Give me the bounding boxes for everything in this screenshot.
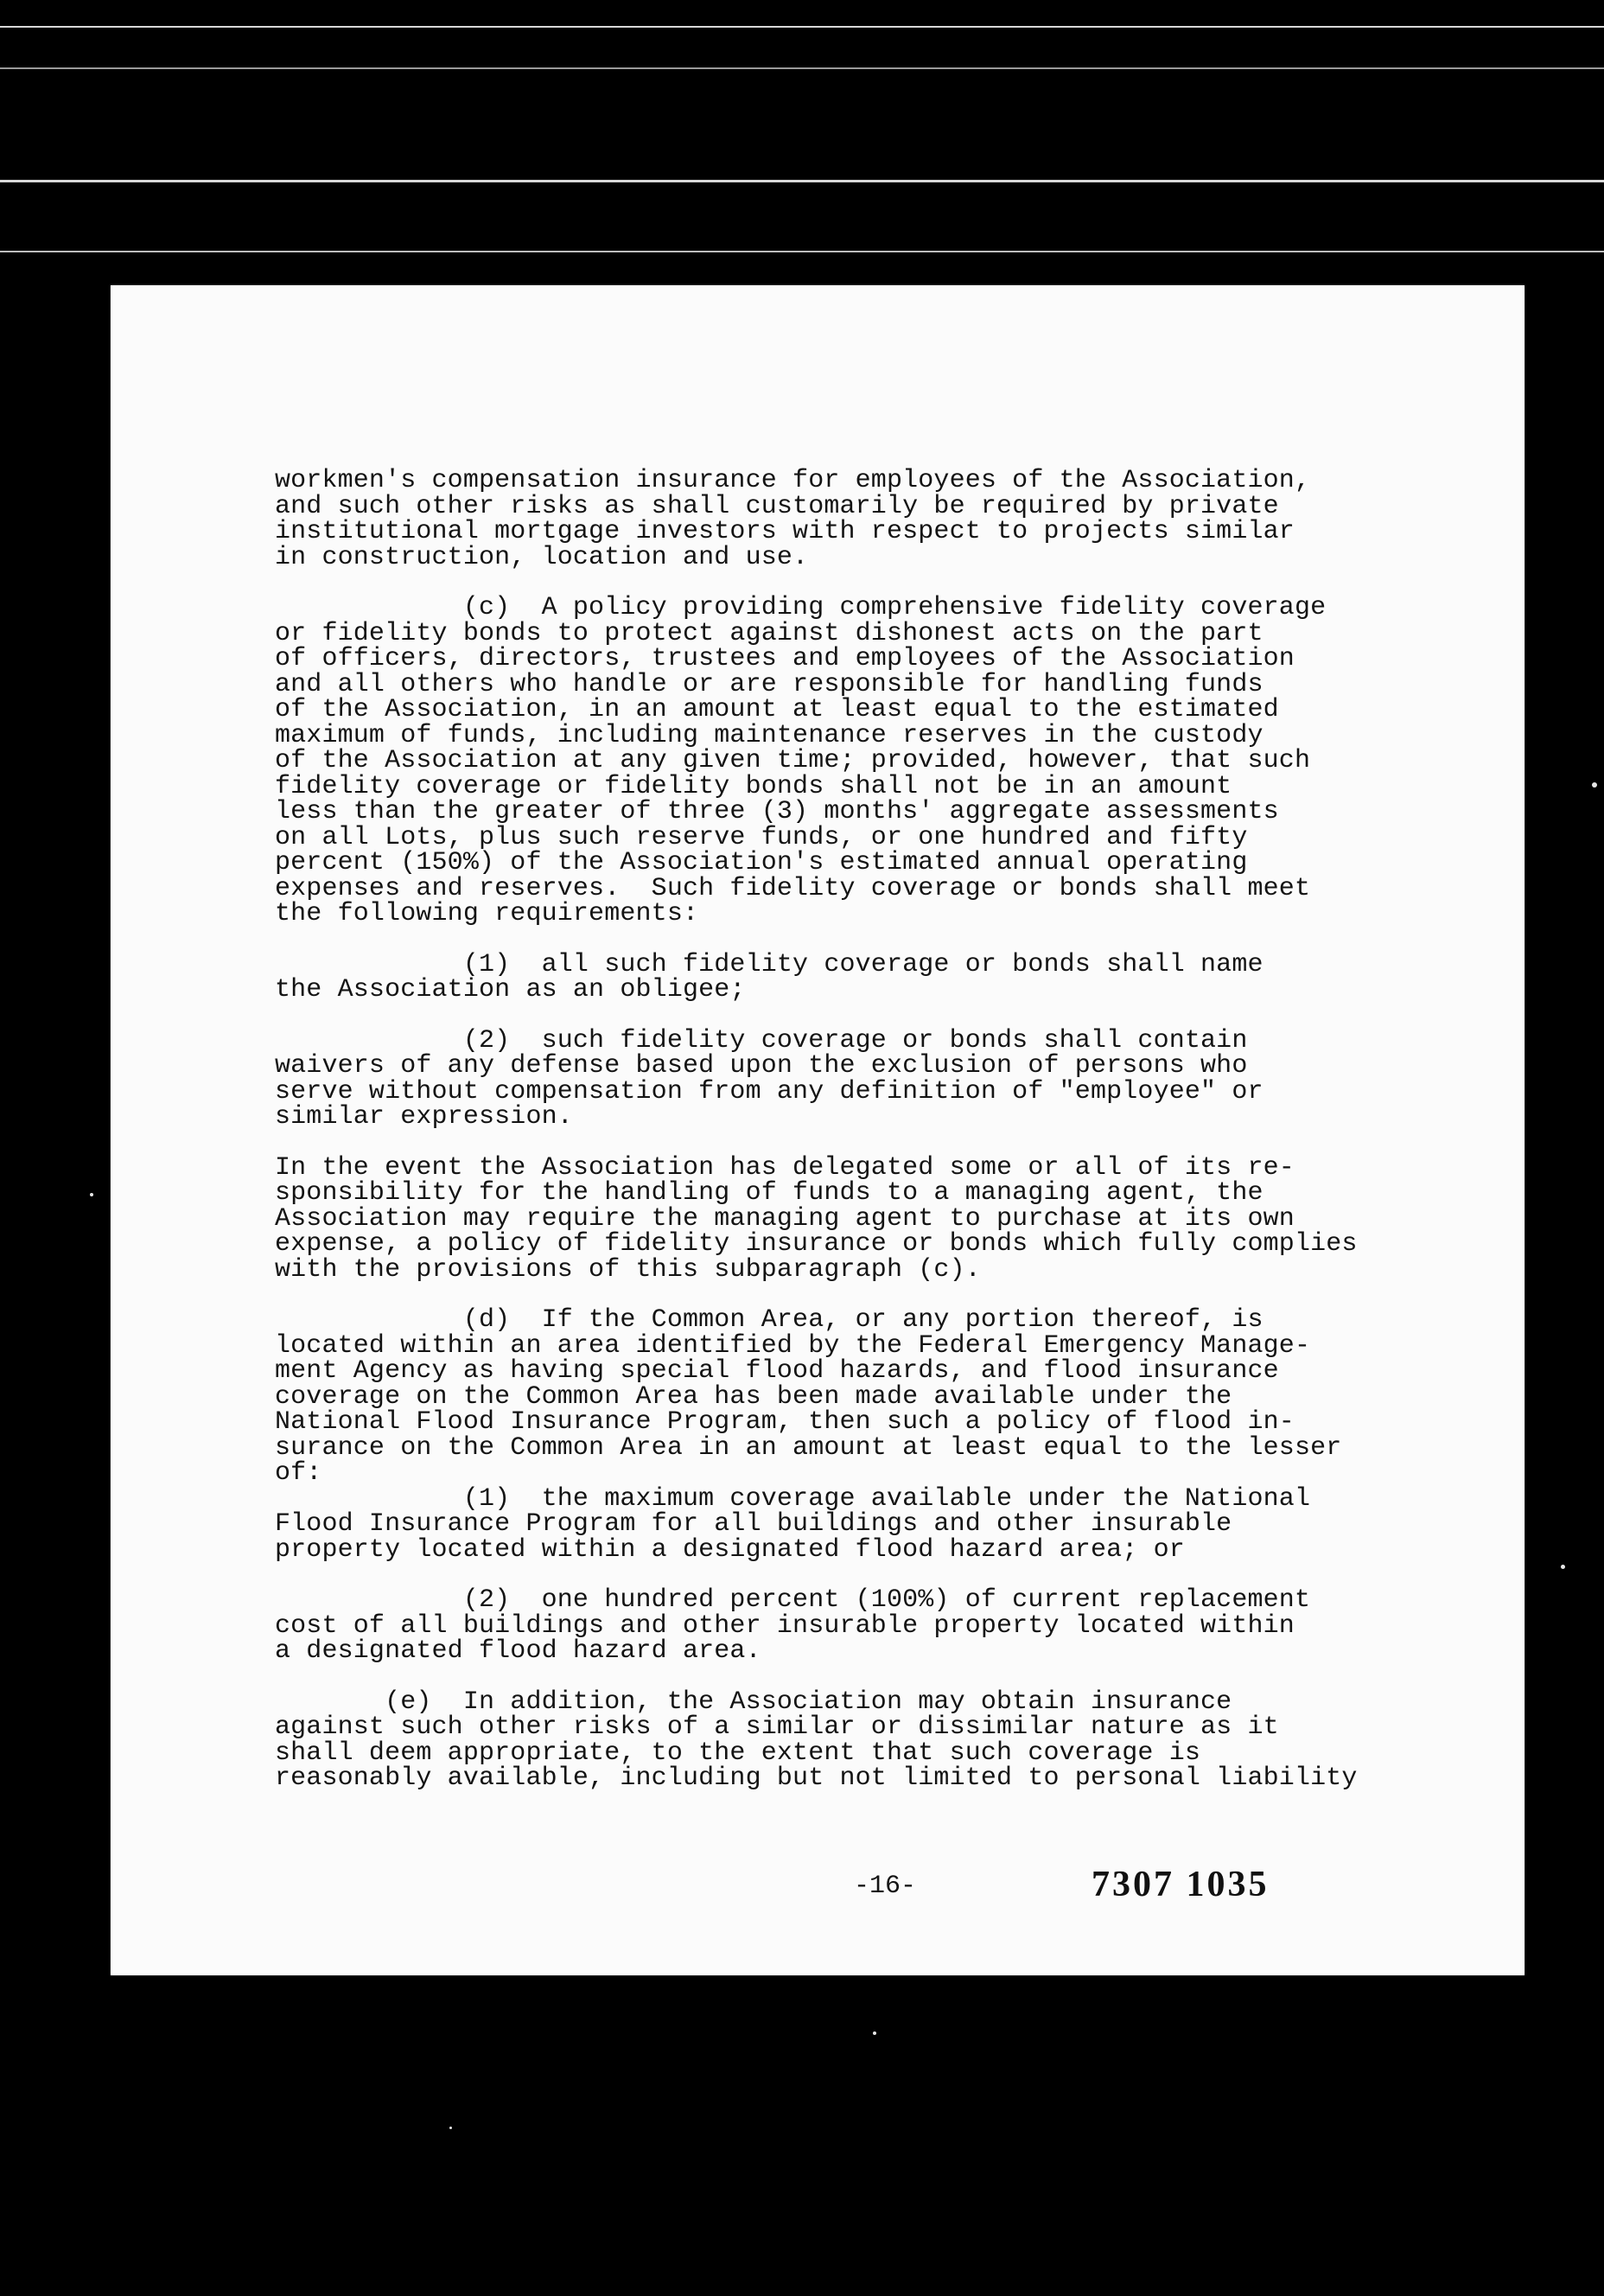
text-line: and such other risks as shall customarily be required by private [275, 491, 1279, 521]
text-line: (2) one hundred percent (100%) of current replacement [275, 1585, 1311, 1615]
text-line: (1) all such fidelity coverage or bonds shall name [275, 949, 1263, 979]
text-line: or fidelity bonds to protect against dishonest acts on the part [275, 618, 1263, 648]
text-line: in construction, location and use. [275, 542, 809, 572]
text-line: less than the greater of three (3) months' aggregate assessments [275, 797, 1279, 826]
paragraph-gap [275, 1283, 1467, 1308]
scan-rule-line [0, 26, 1604, 28]
text-line: waivers of any defense based upon the exclusion of persons who [275, 1051, 1248, 1081]
scan-speck [1592, 782, 1597, 788]
text-line: fidelity coverage or fidelity bonds shall not be in an amount [275, 771, 1232, 801]
text-line: (d) If the Common Area, or any portion thereof, is [275, 1305, 1263, 1335]
text-line: (c) A policy providing comprehensive fidelity coverage [275, 593, 1327, 622]
text-line: against such other risks of a similar or dissimilar nature as it [275, 1712, 1279, 1742]
text-line: the Association as an obligee; [275, 975, 746, 1004]
paragraph-gap [275, 571, 1467, 596]
scan-rule-line [0, 180, 1604, 182]
text-line: Association may require the managing agent to purchase at its own [275, 1203, 1295, 1234]
text-line: maximum of funds, including maintenance reserves in the custody [275, 720, 1263, 750]
text-line: similar expression. [275, 1102, 573, 1132]
text-line: on all Lots, plus such reserve funds, or one hundred and fifty [275, 822, 1248, 852]
text-line: shall deem appropriate, to the extent that such coverage is [275, 1738, 1201, 1768]
paragraph-gap [275, 1665, 1467, 1690]
text-line: (e) In addition, the Association may obtain insurance [275, 1687, 1232, 1717]
text-line: surance on the Common Area in an amount at least equal to the lesser [275, 1432, 1342, 1463]
text-line: with the provisions of this subparagraph (c). [275, 1254, 981, 1285]
text-line: percent (150%) of the Association's estimated annual operating [275, 848, 1248, 877]
paragraph-gap [275, 928, 1467, 953]
paragraph-gap [275, 1004, 1467, 1029]
text-line: the following requirements: [275, 899, 699, 928]
text-line: sponsibility for the handling of funds to a managing agent, the [275, 1178, 1263, 1208]
text-line: of: [275, 1458, 322, 1488]
text-line: of the Association at any given time; provided, however, that such [275, 746, 1311, 775]
text-line: National Flood Insurance Program, then such a policy of flood in- [275, 1407, 1295, 1437]
document-body-text [275, 466, 1467, 1793]
scan-margin-top [0, 0, 1604, 259]
text-line: expenses and reserves. Such fidelity coverage or bonds shall meet [275, 873, 1311, 903]
scan-rule-line [0, 67, 1604, 69]
text-line: and all others who handle or are responsible for handling funds [275, 669, 1263, 699]
record-book-page-stamp: 7307 1035 [1092, 1865, 1270, 1904]
text-line: expense, a policy of fidelity insurance or bonds which fully complies [275, 1229, 1358, 1259]
text-line: reasonably available, including but not limited to personal liability [275, 1763, 1358, 1793]
text-line: serve without compensation from any definition of "employee" or [275, 1076, 1263, 1107]
text-line: of officers, directors, trustees and employees of the Association [275, 644, 1295, 673]
text-line: coverage on the Common Area has been made available under the [275, 1381, 1232, 1412]
paragraph-gap [275, 1563, 1467, 1588]
text-line: cost of all buildings and other insurable property located within [275, 1610, 1295, 1641]
text-line: institutional mortgage investors with respect to projects similar [275, 517, 1295, 546]
text-line: property located within a designated flood hazard area; or [275, 1534, 1185, 1565]
text-line: (1) the maximum coverage available under the National [275, 1483, 1311, 1514]
text-line: of the Association, in an amount at least equal to the estimated [275, 695, 1279, 724]
scan-speck [873, 2031, 876, 2035]
scan-speck [1561, 1565, 1565, 1569]
scan-speck [449, 2127, 452, 2129]
scan-speck [90, 1193, 93, 1196]
text-line: (2) such fidelity coverage or bonds shall contain [275, 1025, 1248, 1056]
text-line: ment Agency as having special flood hazards, and flood insurance [275, 1356, 1279, 1386]
document-page [111, 285, 1524, 1975]
paragraph-gap [275, 1131, 1467, 1156]
text-line: Flood Insurance Program for all buildings and other insurable [275, 1509, 1232, 1539]
text-line: workmen's compensation insurance for employees of the Association, [275, 466, 1311, 495]
text-line: In the event the Association has delegated some or all of its re- [275, 1152, 1295, 1183]
scan-rule-line [0, 251, 1604, 252]
text-line: a designated flood hazard area. [275, 1636, 761, 1666]
text-line: located within an area identified by the Federal Emergency Manage- [275, 1330, 1311, 1361]
page-number: -16- [854, 1872, 917, 1901]
